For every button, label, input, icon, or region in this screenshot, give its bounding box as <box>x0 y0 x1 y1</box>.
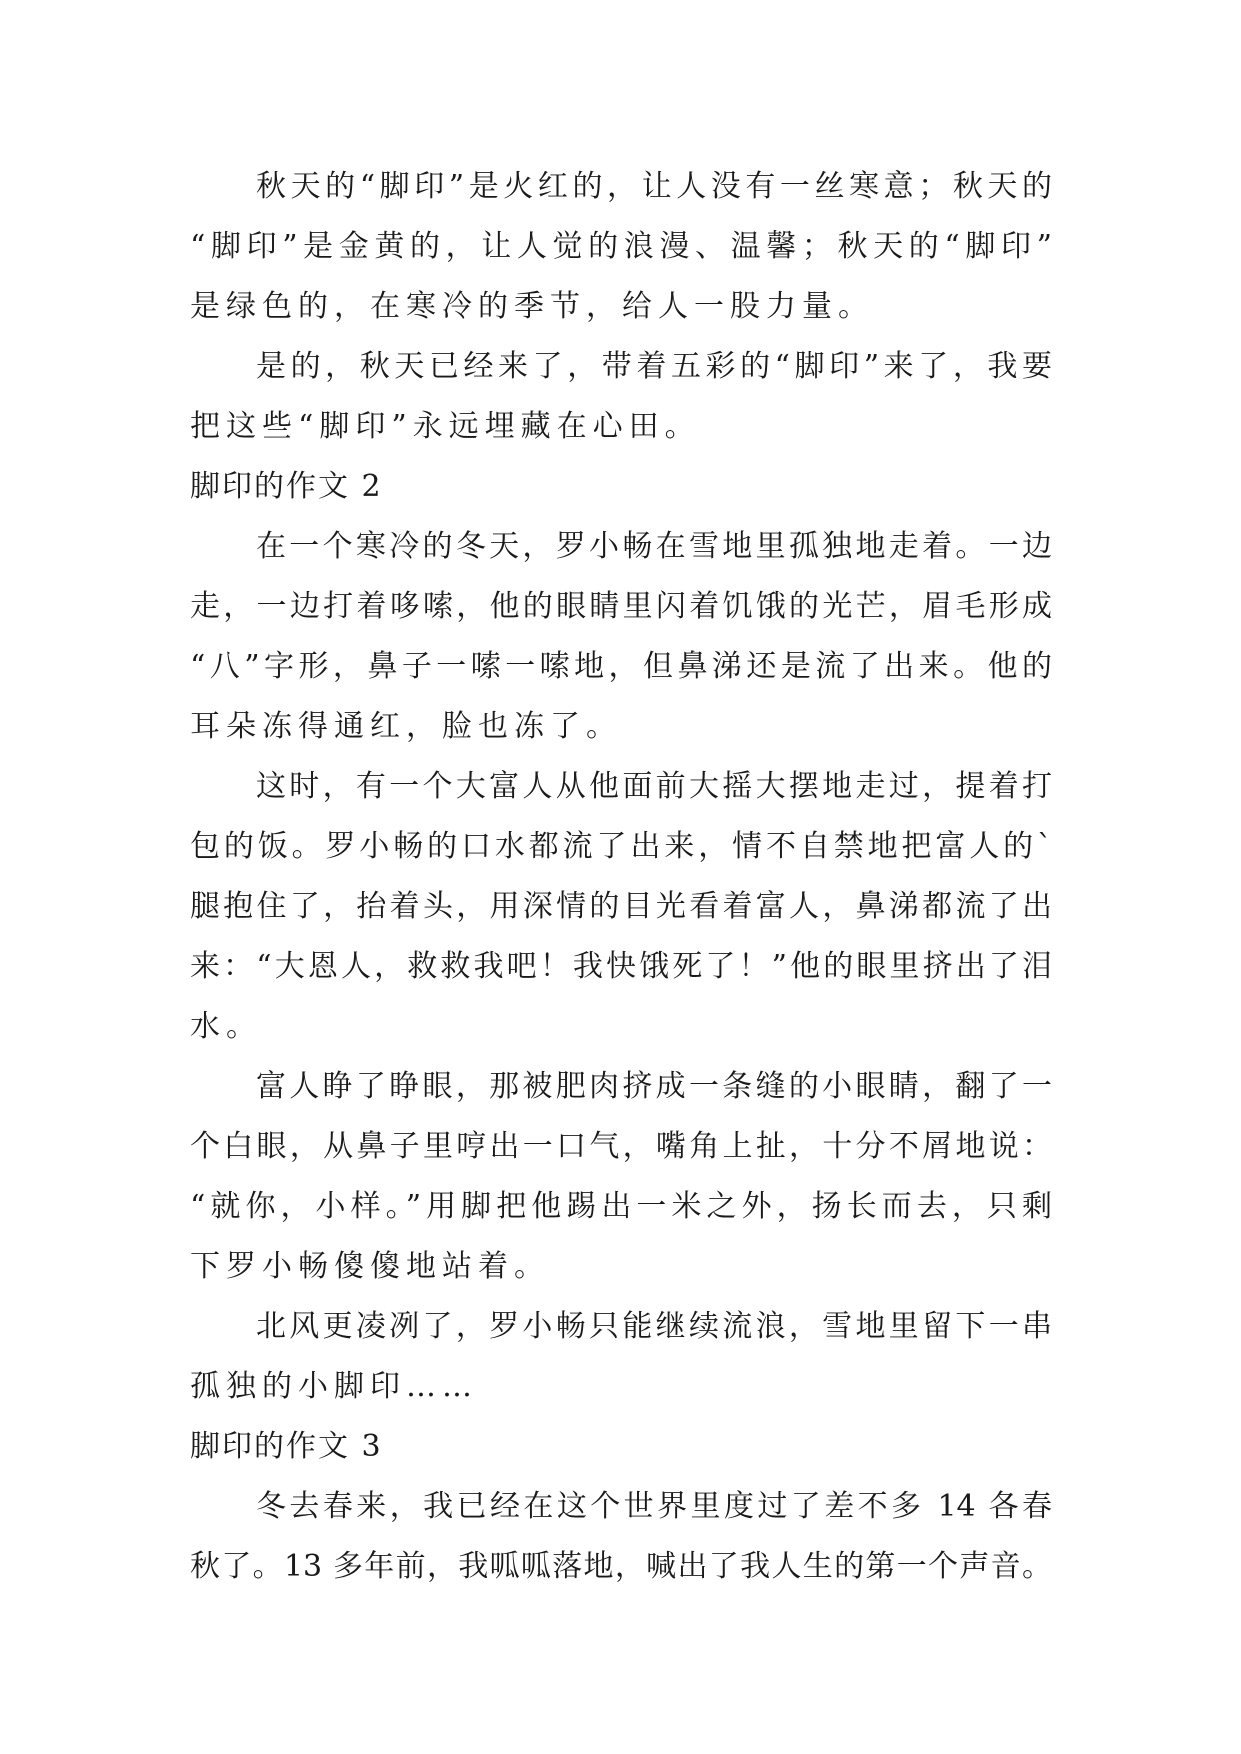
paragraph-line: 这时，有一个大富人从他面前大摇大摆地走过，提着打 <box>256 769 1052 804</box>
paragraph-line: 走，一边打着哆嗦，他的眼睛里闪着饥饿的光芒，眉毛形成 <box>190 589 1052 624</box>
paragraph-line: 是绿色的，在寒冷的季节，给人一股力量。 <box>190 289 874 324</box>
paragraph-line: “就你，小样。”用脚把他踢出一米之外，扬长而去，只剩 <box>190 1189 1052 1224</box>
paragraph-line: 把这些“脚印”永远埋藏在心田。 <box>190 409 701 444</box>
paragraph-line: 下罗小畅傻傻地站着。 <box>190 1249 550 1284</box>
paragraph-line: 是的，秋天已经来了，带着五彩的“脚印”来了，我要 <box>256 349 1052 384</box>
paragraph-line: 北风更凌冽了，罗小畅只能继续流浪，雪地里留下一串 <box>256 1309 1052 1344</box>
paragraph-line: 富人睁了睁眼，那被肥肉挤成一条缝的小眼睛，翻了一 <box>256 1069 1052 1104</box>
paragraph-line: “脚印”是金黄的，让人觉的浪漫、温馨；秋天的“脚印” <box>190 229 1052 264</box>
paragraph-line: 在一个寒冷的冬天，罗小畅在雪地里孤独地走着。一边 <box>256 529 1052 564</box>
paragraph-line: “八”字形，鼻子一嗦一嗦地，但鼻涕还是流了出来。他的 <box>190 649 1052 684</box>
paragraph-line: 孤独的小脚印…… <box>190 1369 478 1404</box>
paragraph-line: 耳朵冻得通红，脸也冻了。 <box>190 709 622 744</box>
section-heading: 脚印的作文 2 <box>190 469 383 504</box>
document-body <box>190 157 1052 1597</box>
paragraph-line: 水。 <box>190 1009 262 1044</box>
paragraph-line: 个白眼，从鼻子里哼出一口气，嘴角上扯，十分不屑地说： <box>190 1129 1052 1164</box>
paragraph-line: 包的饭。罗小畅的口水都流了出来，情不自禁地把富人的` <box>190 829 1052 864</box>
section-heading: 脚印的作文 3 <box>190 1429 383 1464</box>
paragraph-line: 秋了。13 多年前，我呱呱落地，喊出了我人生的第一个声音。 <box>190 1549 1052 1584</box>
paragraph-line: 秋天的“脚印”是火红的，让人没有一丝寒意；秋天的 <box>256 169 1052 204</box>
paragraph-line: 腿抱住了，抬着头，用深情的目光看着富人，鼻涕都流了出 <box>190 889 1052 924</box>
paragraph-line: 冬去春来，我已经在这个世界里度过了差不多 14 各春 <box>256 1489 1052 1524</box>
paragraph-line: 来：“大恩人，救救我吧！我快饿死了！”他的眼里挤出了泪 <box>190 949 1052 984</box>
